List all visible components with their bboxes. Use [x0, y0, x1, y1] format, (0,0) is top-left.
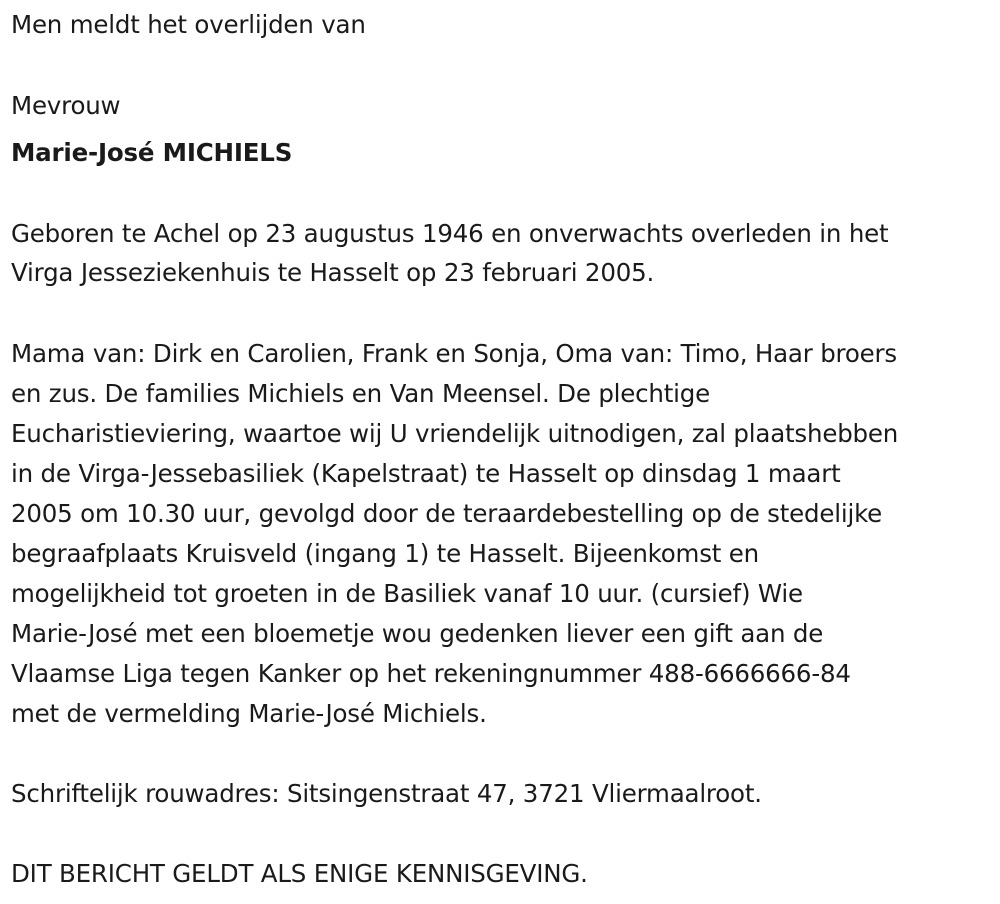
mourning-address: Schriftelijk rouwadres: Sitsingenstraat 47, 3721 Vliermaalroot.: [11, 779, 762, 808]
deceased-name: Marie-José MICHIELS: [11, 138, 293, 167]
details-line: in de Virga-Jessebasiliek (Kapelstraat) te Hasselt op dinsdag 1 maart: [11, 459, 841, 488]
birth-line: Virga Jesseziekenhuis te Hasselt op 23 februari 2005.: [11, 258, 655, 287]
birth-line: Geboren te Achel op 23 augustus 1946 en onverwachts overleden in het: [11, 219, 889, 248]
details-line: en zus. De families Michiels en Van Meensel. De plechtige: [11, 379, 710, 408]
closing-statement: DIT BERICHT GELDT ALS ENIGE KENNISGEVING.: [11, 859, 588, 888]
details-line: Vlaamse Liga tegen Kanker op het rekeningnummer 488-6666666-84: [11, 659, 851, 688]
details-line: Eucharistieviering, waartoe wij U vriendelijk uitnodigen, zal plaatshebben: [11, 419, 899, 448]
details-line: 2005 om 10.30 uur, gevolgd door de teraardebestelling op de stedelijke: [11, 499, 883, 528]
details-line: Marie-José met een bloemetje wou gedenken liever een gift aan de: [11, 619, 824, 648]
details-line: mogelijkheid tot groeten in de Basiliek vanaf 10 uur. (cursief) Wie: [11, 579, 803, 608]
details-line: met de vermelding Marie-José Michiels.: [11, 699, 487, 728]
salutation: Mevrouw: [11, 91, 121, 120]
details-line: Mama van: Dirk en Carolien, Frank en Sonja, Oma van: Timo, Haar broers: [11, 339, 897, 368]
intro-text: Men meldt het overlijden van: [11, 10, 366, 39]
details-line: begraafplaats Kruisveld (ingang 1) te Hasselt. Bijeenkomst en: [11, 539, 759, 568]
